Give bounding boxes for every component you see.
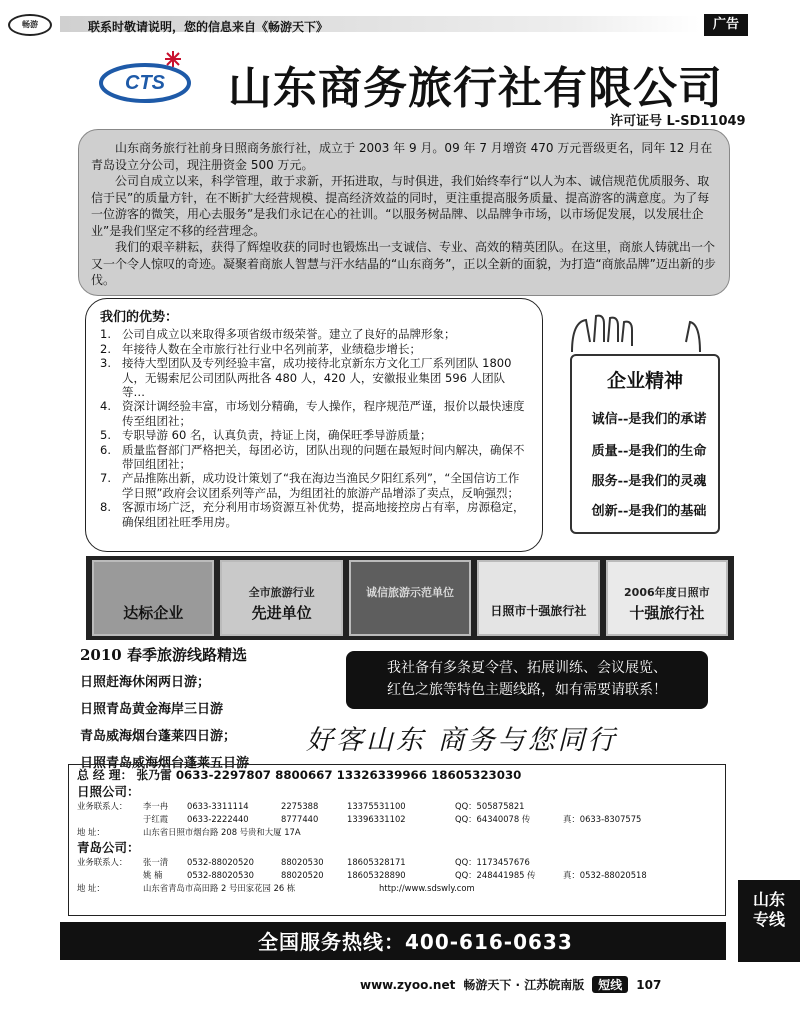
advantages-box [85, 298, 543, 552]
side-tab: 山东 专线 [738, 880, 800, 962]
advantage-text: 公司自成立以来取得多项省级市级荣誉。建立了良好的品牌形象； [122, 327, 456, 342]
spirit-line: 创新--是我们的基础 [591, 504, 707, 519]
advantage-text: 质量监督部门严格把关，每团必访，团队出现的问题在最短时间内解决，确保不带回组团社； [122, 442, 525, 472]
magazine-logo: 畅游 [8, 14, 52, 36]
advantages-list [100, 327, 528, 529]
advantage-number: 7. [100, 471, 111, 486]
advantage-item [100, 471, 528, 500]
routes-list [80, 644, 249, 779]
route-item: 日照赶海休闲两日游； [80, 675, 211, 690]
advantage-text: 接待大型团队及专列经验丰富，成功接待北京新东方文化工厂系列团队 1800 人，无锡索尼公司团队两批各 480 人，420 人，安徽报业集团 596 人团队等… [122, 356, 512, 400]
rizhao-title: 日照公司： [77, 784, 140, 799]
page-footer [360, 976, 661, 993]
cts-logo [95, 45, 205, 105]
intro-paragraph: 我们的艰辛耕耘，获得了辉煌收获的同时也锻炼出一支诚信、专业、高效的精英团队。在这里，商旅人铸就出一个又一个令人惊叹的奇迹。凝聚着商旅人智慧与汗水结晶的“山东商务”，正以全新的面貌，为打造“商旅品牌”迈出新的步伐。 [91, 240, 716, 287]
advantage-number: 8. [100, 500, 111, 515]
footer-site[interactable]: www.zyoo.net [360, 977, 456, 992]
intro-paragraph: 公司自成立以来，科学管理，敢于求新，开拓进取，与时俱进，我们始终奉行“以人为本、诚信规范优质服务、取信于民”的质量方针，在不断扩大经营规模、提高经济效益的同时，更注重提高服务质量、提高游客的满意度。为了每一位游客的微笑，用心去服务”是我们永记在心的社训。“以服务树品牌、以品牌争市场，以市场促发展，以发展壮企业”是我们坚定不移的经营理念。 [91, 174, 710, 238]
route-item: 日照青岛威海烟台蓬莱五日游 [80, 756, 250, 771]
plaque-photo: 诚信旅游示范单位 [349, 560, 471, 636]
license-number: 许可证号 L-SD11049 [610, 114, 746, 129]
spirit-line: 诚信--是我们的承诺 [591, 412, 707, 427]
contact-row: 业务联系人： 李一冉 0633-3311114 2275388 13375531100 QQ：505875821 [77, 801, 525, 811]
slogan: 好客山东 商务与您同行 [306, 725, 618, 756]
spirit-heading: 企业精神 [606, 370, 683, 392]
footer-section: 短线 [592, 976, 628, 993]
plaque-photo: 2006年度日照市 十强旅行社 [606, 560, 728, 636]
callout-line: 红色之旅等特色主题线路，如有需要请联系！ [387, 682, 667, 698]
advantage-number: 5. [100, 428, 111, 443]
plaque-photo: 日照市十强旅行社 [477, 560, 599, 636]
spirit-line: 服务--是我们的灵魂 [591, 474, 707, 489]
intro-paragraph: 山东商务旅行社前身日照商务旅行社，成立于 2003 年 9 月。09 年 7 月增资 470 万元晋级更名，同年 12 月在青岛设立分公司，现注册资金 500 万元。 [91, 141, 713, 172]
cts-logo-icon [95, 45, 205, 105]
contact-row: 于红霞 0633-2222440 8777440 13396331102 QQ：64340078 传 真：0633-8307575 [143, 814, 642, 824]
advantage-item [100, 342, 528, 356]
advantage-text: 产品推陈出新，成功设计策划了“我在海边当渔民夕阳红系列”，“全国信访工作学日照”政府会议团系列等产品，为组团社的旅游产品增添了卖点，反响强烈； [122, 471, 520, 500]
advantage-item [100, 443, 528, 472]
gm-label: 总 经 理： [77, 768, 133, 782]
gm-phones: 0633-2297807 8800667 13326339966 18605323030 [175, 768, 522, 782]
cts-logo-text: CTS [125, 72, 165, 94]
advantage-number: 1. [100, 327, 111, 342]
advantages-heading: 我们的优势： [100, 310, 179, 325]
advantage-number: 2. [100, 341, 111, 356]
intro-box [78, 129, 730, 296]
contacts-box [68, 764, 726, 916]
advantage-text: 资深计调经验丰富，市场划分精确，专人操作，程序规范严谨，报价以最快速度传至组团社； [122, 399, 525, 428]
gm-name: 张乃雷 [136, 768, 172, 782]
enterprise-spirit [550, 312, 725, 534]
advantage-text: 专职导游 60 名，认真负责，持证上岗，确保旺季导游质量； [122, 428, 432, 443]
advantage-number: 6. [100, 442, 111, 457]
advantage-text: 客源市场广泛，充分利用市场资源互补优势，提高地接控房占有率，房源稳定，确保组团社旺季用房。 [122, 500, 525, 529]
company-title: 山东商务旅行社有限公司 [228, 63, 723, 114]
advantage-item [100, 356, 528, 399]
theme-routes-callout [346, 651, 708, 709]
address-row: 地 址： 山东省青岛市高田路 2 号田家花园 26 栋 http://www.sdswly.com [77, 883, 475, 893]
plaque-photo: 全市旅游行业 先进单位 [220, 560, 342, 636]
plaque-photo: 达标企业 [92, 560, 214, 636]
ad-tag: 广告 [704, 14, 748, 36]
top-bar [0, 0, 800, 38]
footer-magazine: 畅游天下 · 江苏皖南版 [463, 978, 585, 992]
advantage-text: 年接待人数在全市旅行社行业中名列前茅，业绩稳步增长； [122, 341, 421, 356]
callout-line: 我社备有多条夏令营、拓展训练、会议展览、 [387, 660, 667, 676]
contact-row: 姚 楠 0532-88020530 88020520 18605328890 QQ：248441985 传 真：0532-88020518 [143, 870, 647, 880]
general-manager-line [77, 767, 717, 783]
route-item: 日照青岛黄金海岸三日游 [80, 702, 224, 717]
award-plaques [86, 556, 734, 640]
routes-heading: 2010 春季旅游线路精选 [80, 646, 247, 664]
advantage-item [100, 428, 528, 442]
contact-row: 业务联系人： 张一清 0532-88020520 88020530 18605328171 QQ：1173457676 [77, 857, 530, 867]
route-item: 青岛威海烟台蓬莱四日游； [80, 729, 237, 744]
advantage-number: 3. [100, 356, 111, 371]
page-number: 107 [636, 977, 662, 992]
spirit-line: 质量--是我们的生命 [591, 444, 707, 459]
advantage-number: 4. [100, 399, 111, 414]
qingdao-title: 青岛公司： [77, 840, 140, 855]
advantage-item [100, 327, 528, 341]
source-notice: 联系时敬请说明，您的信息来自《畅游天下》 [88, 20, 329, 34]
service-hotline: 全国服务热线：400-616-0633 [60, 922, 726, 960]
website-link[interactable]: http://www.sdswly.com [379, 883, 475, 893]
advantage-item [100, 399, 528, 428]
address-row: 地 址： 山东省日照市烟台路 208 号贵和大厦 17A [77, 827, 301, 837]
advantage-item [100, 500, 528, 529]
